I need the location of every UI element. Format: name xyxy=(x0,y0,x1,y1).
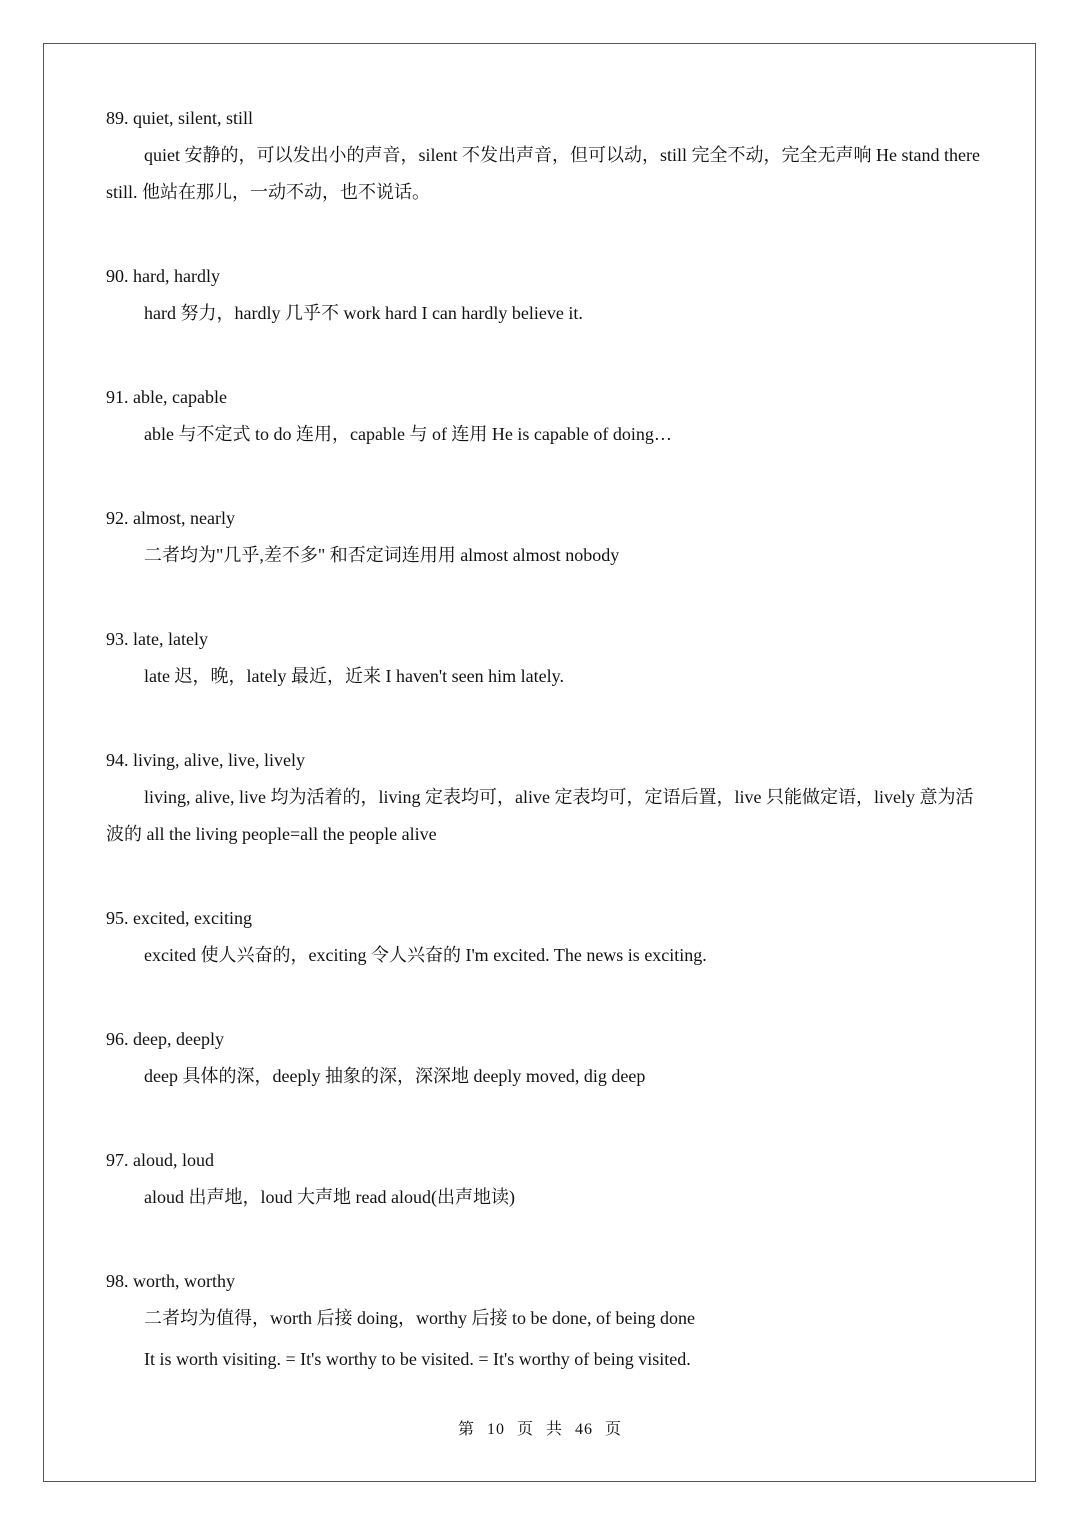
entry-title: 97. aloud, loud xyxy=(106,1150,214,1170)
entry-96 xyxy=(106,1021,986,1095)
entry-body: deep 具体的深，deeply 抽象的深，深深地 deeply moved, dig deep xyxy=(144,1066,646,1086)
entry-98 xyxy=(106,1263,986,1378)
entry-90 xyxy=(106,258,986,332)
footer-page-number: 10 xyxy=(486,1421,505,1438)
footer-total-label: 共 xyxy=(546,1421,564,1438)
entry-body: able 与不定式 to do 连用，capable 与 of 连用 He is capable of doing… xyxy=(144,424,672,444)
page-content xyxy=(106,100,986,1378)
entry-94 xyxy=(106,742,986,853)
entry-93 xyxy=(106,621,986,695)
entry-body: It is worth visiting. = It's worthy to be visited. = It's worthy of being visited. xyxy=(144,1349,691,1369)
entry-title: 93. late, lately xyxy=(106,629,208,649)
entry-body: 二者均为值得，worth 后接 doing，worthy 后接 to be done, of being done xyxy=(144,1308,695,1328)
entry-body: hard 努力，hardly 几乎不 work hard I can hardly believe it. xyxy=(144,303,583,323)
entry-title: 96. deep, deeply xyxy=(106,1029,224,1049)
entry-body: late 迟，晚，lately 最近，近来 I haven't seen him lately. xyxy=(144,666,564,686)
entry-title: 91. able, capable xyxy=(106,387,227,407)
entry-title: 98. worth, worthy xyxy=(106,1271,235,1291)
footer-total-pages: 46 xyxy=(575,1421,594,1438)
entry-91 xyxy=(106,379,986,453)
entry-92 xyxy=(106,500,986,574)
entry-body: aloud 出声地，loud 大声地 read aloud(出声地读) xyxy=(144,1187,515,1207)
entry-body: quiet 安静的，可以发出小的声音，silent 不发出声音，但可以动，still 完全不动，完全无声响 He stand there still. 他站在那儿，一动不动，也不说话。 xyxy=(106,145,980,202)
page-footer xyxy=(0,1416,1080,1439)
entry-body: living, alive, live 均为活着的，living 定表均可，alive 定表均可，定语后置，live 只能做定语，lively 意为活波的 all the living people=all the people alive xyxy=(106,787,974,844)
entry-title: 94. living, alive, live, lively xyxy=(106,750,305,770)
entry-title: 95. excited, exciting xyxy=(106,908,252,928)
entry-body: excited 使人兴奋的，exciting 令人兴奋的 I'm excited. The news is exciting. xyxy=(144,945,707,965)
entry-89 xyxy=(106,100,986,211)
entry-95 xyxy=(106,900,986,974)
footer-page-unit: 页 xyxy=(516,1421,534,1438)
entry-title: 89. quiet, silent, still xyxy=(106,108,253,128)
entry-97 xyxy=(106,1142,986,1216)
entry-title: 90. hard, hardly xyxy=(106,266,220,286)
entry-title: 92. almost, nearly xyxy=(106,508,235,528)
footer-prefix: 第 xyxy=(457,1421,475,1438)
footer-suffix: 页 xyxy=(605,1421,623,1438)
entry-body: 二者均为"几乎,差不多" 和否定词连用用 almost almost nobody xyxy=(144,545,620,565)
